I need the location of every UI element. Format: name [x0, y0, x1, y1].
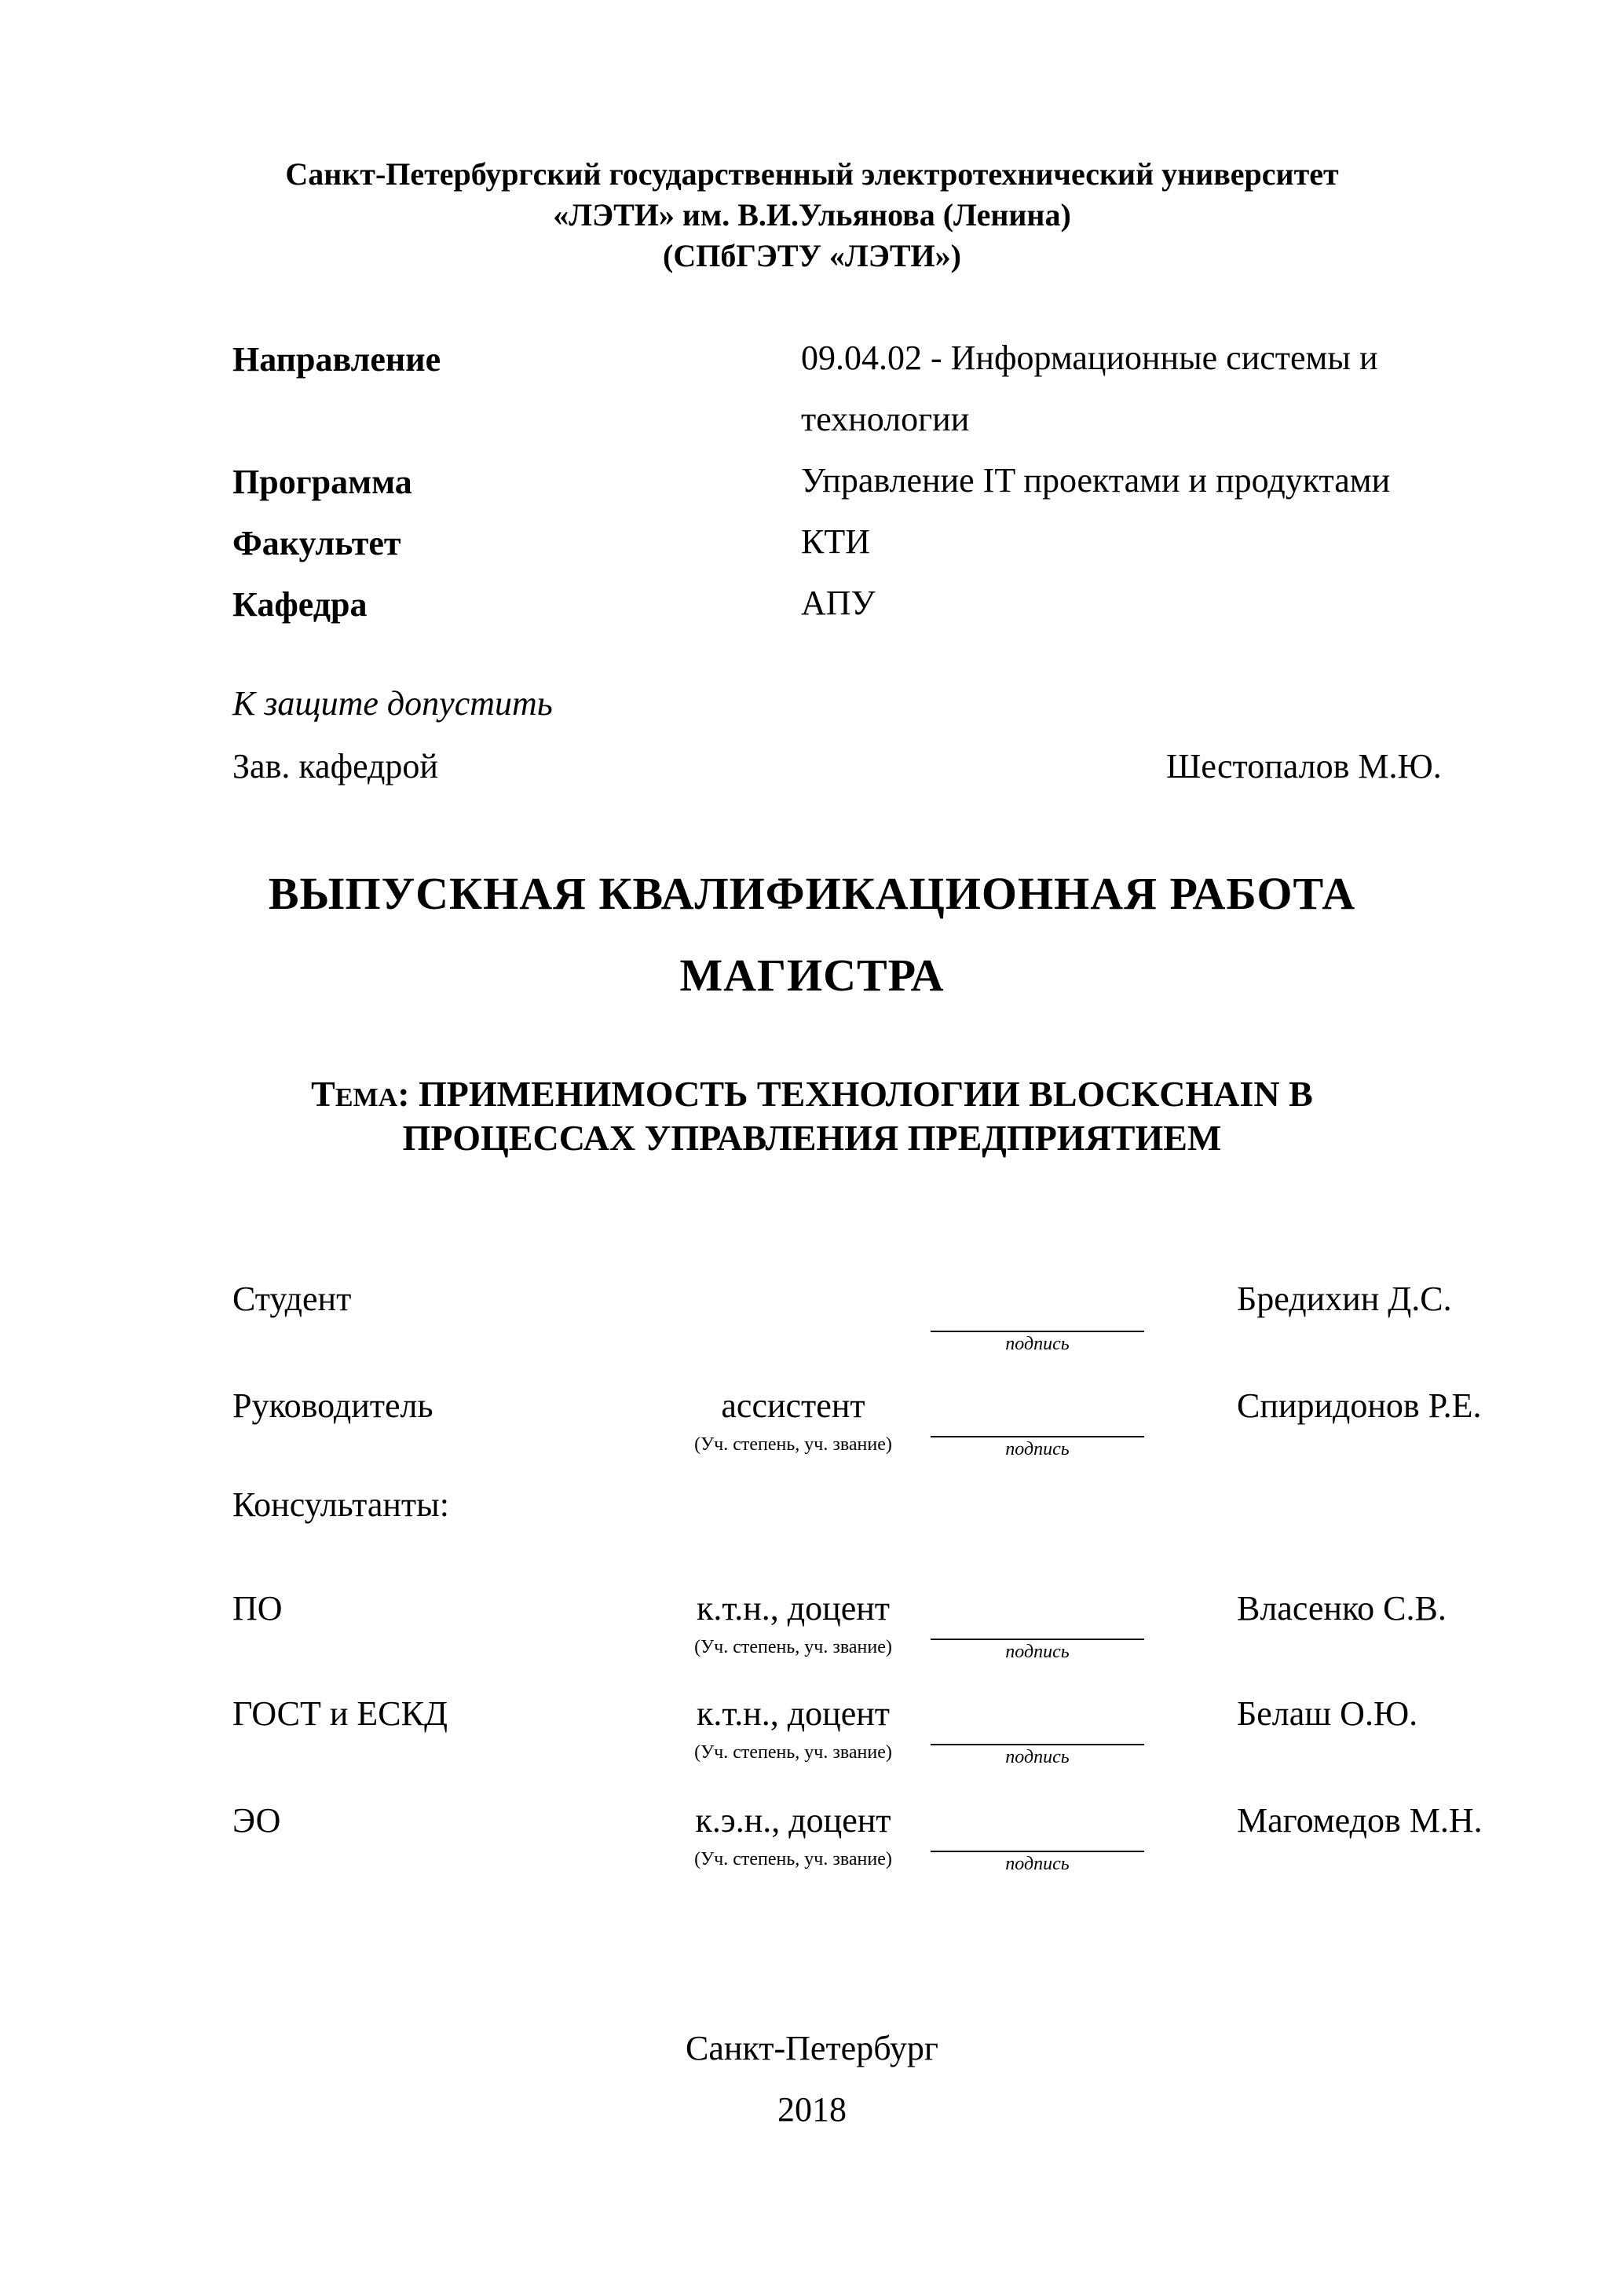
consultant-po-degree-caption: (Уч. степень, уч. звание) — [694, 1637, 892, 1657]
consultant-gost-degree-caption: (Уч. степень, уч. звание) — [694, 1742, 892, 1763]
supervisor-role: Руководитель — [232, 1386, 433, 1425]
direction-value-line2: технологии — [801, 400, 970, 438]
consultants-label: Консультанты: — [232, 1485, 449, 1524]
faculty-label: Факультет — [232, 524, 401, 562]
department-label: Кафедра — [232, 585, 368, 624]
program-value: Управление IT проектами и продуктами — [801, 461, 1391, 500]
supervisor-signature-line — [931, 1436, 1144, 1437]
consultant-po-signature-line — [931, 1639, 1144, 1640]
thesis-title-line1: ВЫПУСКНАЯ КВАЛИФИКАЦИОННАЯ РАБОТА — [268, 868, 1356, 919]
program-label: Программа — [232, 463, 412, 501]
university-abbreviation: (СПбГЭТУ «ЛЭТИ») — [663, 238, 961, 273]
consultant-eo-degree-caption: (Уч. степень, уч. звание) — [694, 1849, 892, 1869]
consultant-po-name: Власенко С.В. — [1237, 1589, 1447, 1628]
supervisor-degree: ассистент — [721, 1386, 865, 1425]
student-signature-line — [931, 1331, 1144, 1332]
consultant-gost-signature-line — [931, 1744, 1144, 1745]
thesis-title-line2: МАГИСТРА — [679, 950, 945, 1001]
consultant-gost-degree: к.т.н., доцент — [696, 1694, 891, 1733]
topic-text-line1: ПРИМЕНИМОСТЬ ТЕХНОЛОГИИ BLOCKCHAIN В — [409, 1074, 1313, 1114]
topic-line1 — [0, 1073, 1624, 1115]
year: 2018 — [777, 2090, 847, 2129]
topic-prefix-rest: ЕМА — [335, 1083, 398, 1112]
university-name-line2: «ЛЭТИ» им. В.И.Ульянова (Ленина) — [553, 197, 1071, 233]
student-name: Бредихин Д.С. — [1237, 1280, 1452, 1318]
head-of-department-label: Зав. кафедрой — [232, 747, 438, 785]
city: Санкт-Петербург — [686, 2029, 938, 2067]
supervisor-signature-caption: подпись — [1005, 1439, 1070, 1459]
student-signature-caption: подпись — [1005, 1334, 1070, 1354]
consultant-po-role: ПО — [232, 1589, 283, 1628]
consultant-eo-degree: к.э.н., доцент — [695, 1801, 891, 1840]
approval-caption: К защите допустить — [232, 684, 553, 723]
consultant-po-signature-caption: подпись — [1005, 1642, 1070, 1662]
direction-value-line1: 09.04.02 - Информационные системы и — [801, 339, 1378, 377]
direction-label: Направление — [232, 340, 441, 379]
consultant-gost-name: Белаш О.Ю. — [1237, 1694, 1418, 1733]
supervisor-name: Спиридонов Р.Е. — [1237, 1386, 1482, 1425]
topic-line2: ПРОЦЕССАХ УПРАВЛЕНИЯ ПРЕДПРИЯТИЕМ — [402, 1118, 1222, 1158]
topic-prefix-colon: : — [397, 1074, 410, 1114]
consultant-gost-signature-caption: подпись — [1005, 1747, 1070, 1767]
consultant-gost-role: ГОСТ и ЕСКД — [232, 1694, 448, 1733]
consultant-eo-signature-line — [931, 1851, 1144, 1852]
topic-prefix-cap: Т — [311, 1074, 335, 1114]
university-name-line1: Санкт-Петербургский государственный электротехнический университет — [285, 156, 1339, 192]
faculty-value: КТИ — [801, 522, 870, 561]
consultant-eo-role: ЭО — [232, 1801, 281, 1840]
consultant-eo-signature-caption: подпись — [1005, 1854, 1070, 1874]
department-value: АПУ — [801, 584, 876, 622]
supervisor-degree-caption: (Уч. степень, уч. звание) — [694, 1434, 892, 1455]
consultant-po-degree: к.т.н., доцент — [696, 1589, 891, 1628]
head-of-department-name: Шестопалов М.Ю. — [1166, 747, 1442, 785]
student-role: Студент — [232, 1280, 352, 1318]
consultant-eo-name: Магомедов М.Н. — [1237, 1801, 1483, 1840]
